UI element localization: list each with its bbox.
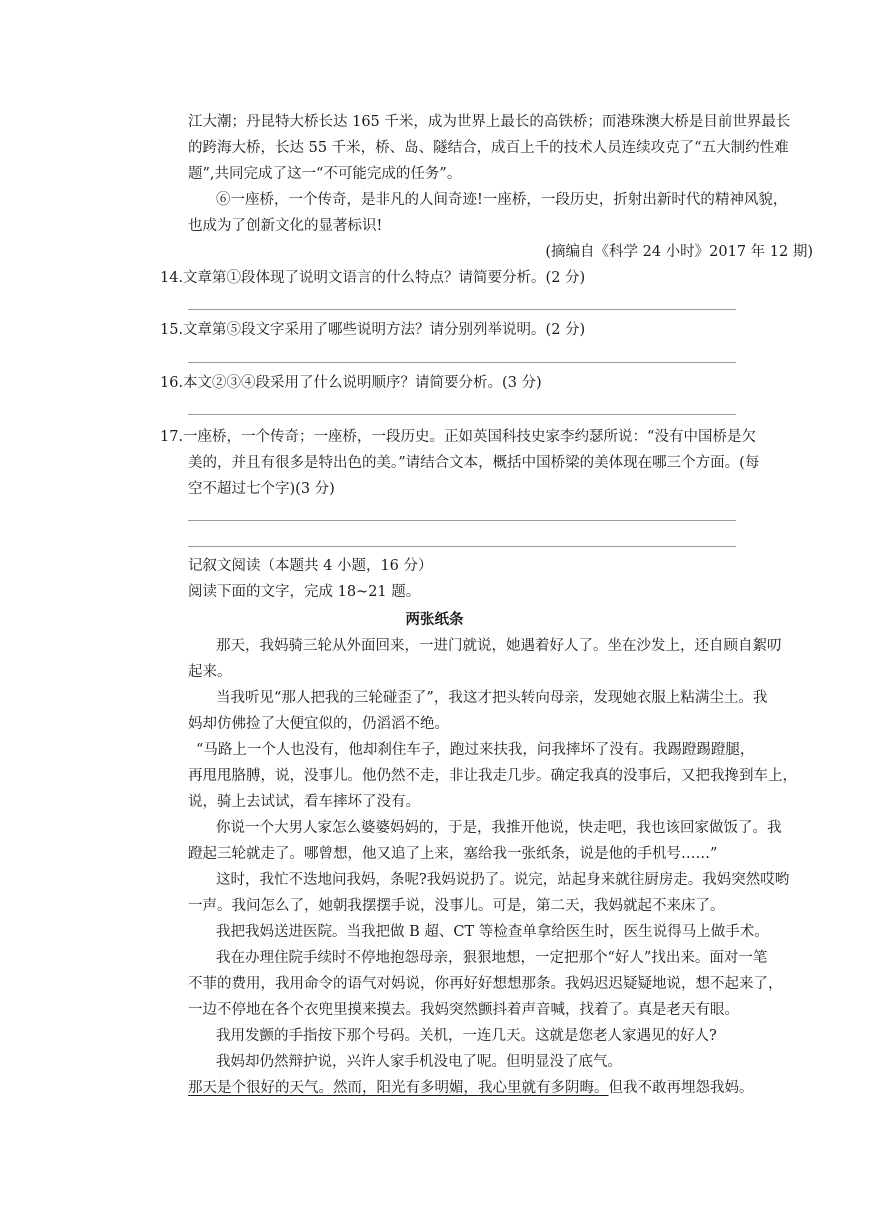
story-line: 我把我妈送进医院。当我把做 B 超、CT 等检查单拿给医生时，医生说得马上做手术。 xyxy=(216,924,769,940)
answer-line xyxy=(188,520,736,521)
story-line: 一边不停地在各个衣兜里摸来摸去。我妈突然颤抖着声音喊，找着了。真是老天有眼。 xyxy=(188,1002,739,1018)
question-17-line: 空不超过七个字)(3 分) xyxy=(188,481,335,497)
underlined-sentence: 那天是个很好的天气。然而，阳光有多明媚，我心里就有多阴晦。 xyxy=(188,1080,609,1096)
answer-line xyxy=(188,309,736,310)
story-line: 你说一个大男人家怎么婆婆妈妈的，于是，我推开他说，快走吧，我也该回家做饭了。我 xyxy=(216,820,782,836)
story-line: 我在办理住院手续时不停地抱怨母亲，狠狠地想，一定把那个“好人”找出来。面对一笔 xyxy=(216,950,768,966)
story-line: 说，骑上去试试，看车摔坏了没有。 xyxy=(188,794,420,810)
story-line: 这时，我忙不迭地问我妈，条呢?我妈说扔了。说完，站起身来就往厨房走。我妈突然哎哟 xyxy=(216,872,790,888)
question-17: 17.一座桥，一个传奇；一座桥，一段历史。正如英国科技史家李约瑟所说：“没有中国桥是欠 xyxy=(160,429,756,445)
question-16: 16.本文②③④段采用了什么说明顺序？请简要分析。(3 分) xyxy=(160,375,542,391)
story-line: 再甩甩胳膊，说，没事儿。他仍然不走，非让我走几步。确定我真的没事后，又把我搀到车上， xyxy=(188,768,797,784)
story-title: 两张纸条 xyxy=(405,612,464,628)
passage-line: 江大潮；丹昆特大桥长达 165 千米，成为世界上最长的高铁桥；而港珠澳大桥是目前世界最长 xyxy=(188,114,791,130)
story-line: 妈却仿佛捡了大便宜似的，仍滔滔不绝。 xyxy=(188,716,449,732)
paragraph-6-line: 也成为了创新文化的显著标识! xyxy=(188,218,383,234)
story-line-rest: 但我不敢再埋怨我妈。 xyxy=(608,1080,754,1096)
story-line: 一声。我问怎么了，她朝我摆摆手说，没事儿。可是，第二天，我妈就起不来床了。 xyxy=(188,898,725,914)
story-line: 我用发颤的手指按下那个号码。关机，一连几天。这就是您老人家遇见的好人? xyxy=(216,1028,717,1044)
story-line: 我妈却仍然辩护说，兴许人家手机没电了呢。但明显没了底气。 xyxy=(216,1054,622,1070)
story-line: 不菲的费用，我用命令的语气对妈说，你再好好想想那条。我妈迟迟疑疑地说，想不起来了， xyxy=(188,976,783,992)
story-last-line xyxy=(188,1078,754,1098)
question-14: 14.文章第①段体现了说明文语言的什么特点？请简要分析。(2 分) xyxy=(160,270,586,286)
question-15: 15.文章第⑤段文字采用了哪些说明方法？请分别列举说明。(2 分) xyxy=(160,322,586,338)
section-instruction: 阅读下面的文字，完成 18~21 题。 xyxy=(188,584,421,600)
answer-line xyxy=(188,546,736,547)
answer-line xyxy=(188,414,736,415)
source-citation: (摘编自《科学 24 小时》2017 年 12 期) xyxy=(545,244,813,260)
story-line: 蹬起三轮就走了。哪曾想，他又追了上来，塞给我一张纸条，说是他的手机号……” xyxy=(188,846,718,862)
passage-line: 题”,共同完成了这一“不可能完成的任务”。 xyxy=(188,166,462,182)
question-17-line: 美的，并且有很多是特出色的美。”请结合文本，概括中国桥梁的美体现在哪三个方面。(每 xyxy=(188,455,760,471)
passage-line: 的跨海大桥，长达 55 千米，桥、岛、隧结合，成百上千的技术人员连续攻克了“五大制约性难 xyxy=(188,140,789,156)
paragraph-6-line: ⑥一座桥，一个传奇，是非凡的人间奇迹!一座桥，一段历史，折射出新时代的精神风貌， xyxy=(216,192,788,208)
section-header: 记叙文阅读（本题共 4 小题，16 分） xyxy=(188,558,433,574)
answer-line xyxy=(188,362,736,363)
story-line: “马路上一个人也没有，他却刹住车子，跑过来扶我，问我摔坏了没有。我踢蹬踢蹬腿， xyxy=(196,742,755,758)
story-line: 那天，我妈骑三轮从外面回来，一进门就说，她遇着好人了。坐在沙发上，还自顾自絮叨 xyxy=(216,638,782,654)
story-line: 当我听见“那人把我的三轮碰歪了”，我这才把头转向母亲，发现她衣服上粘满尘土。我 xyxy=(216,690,768,706)
story-line: 起来。 xyxy=(188,664,232,680)
